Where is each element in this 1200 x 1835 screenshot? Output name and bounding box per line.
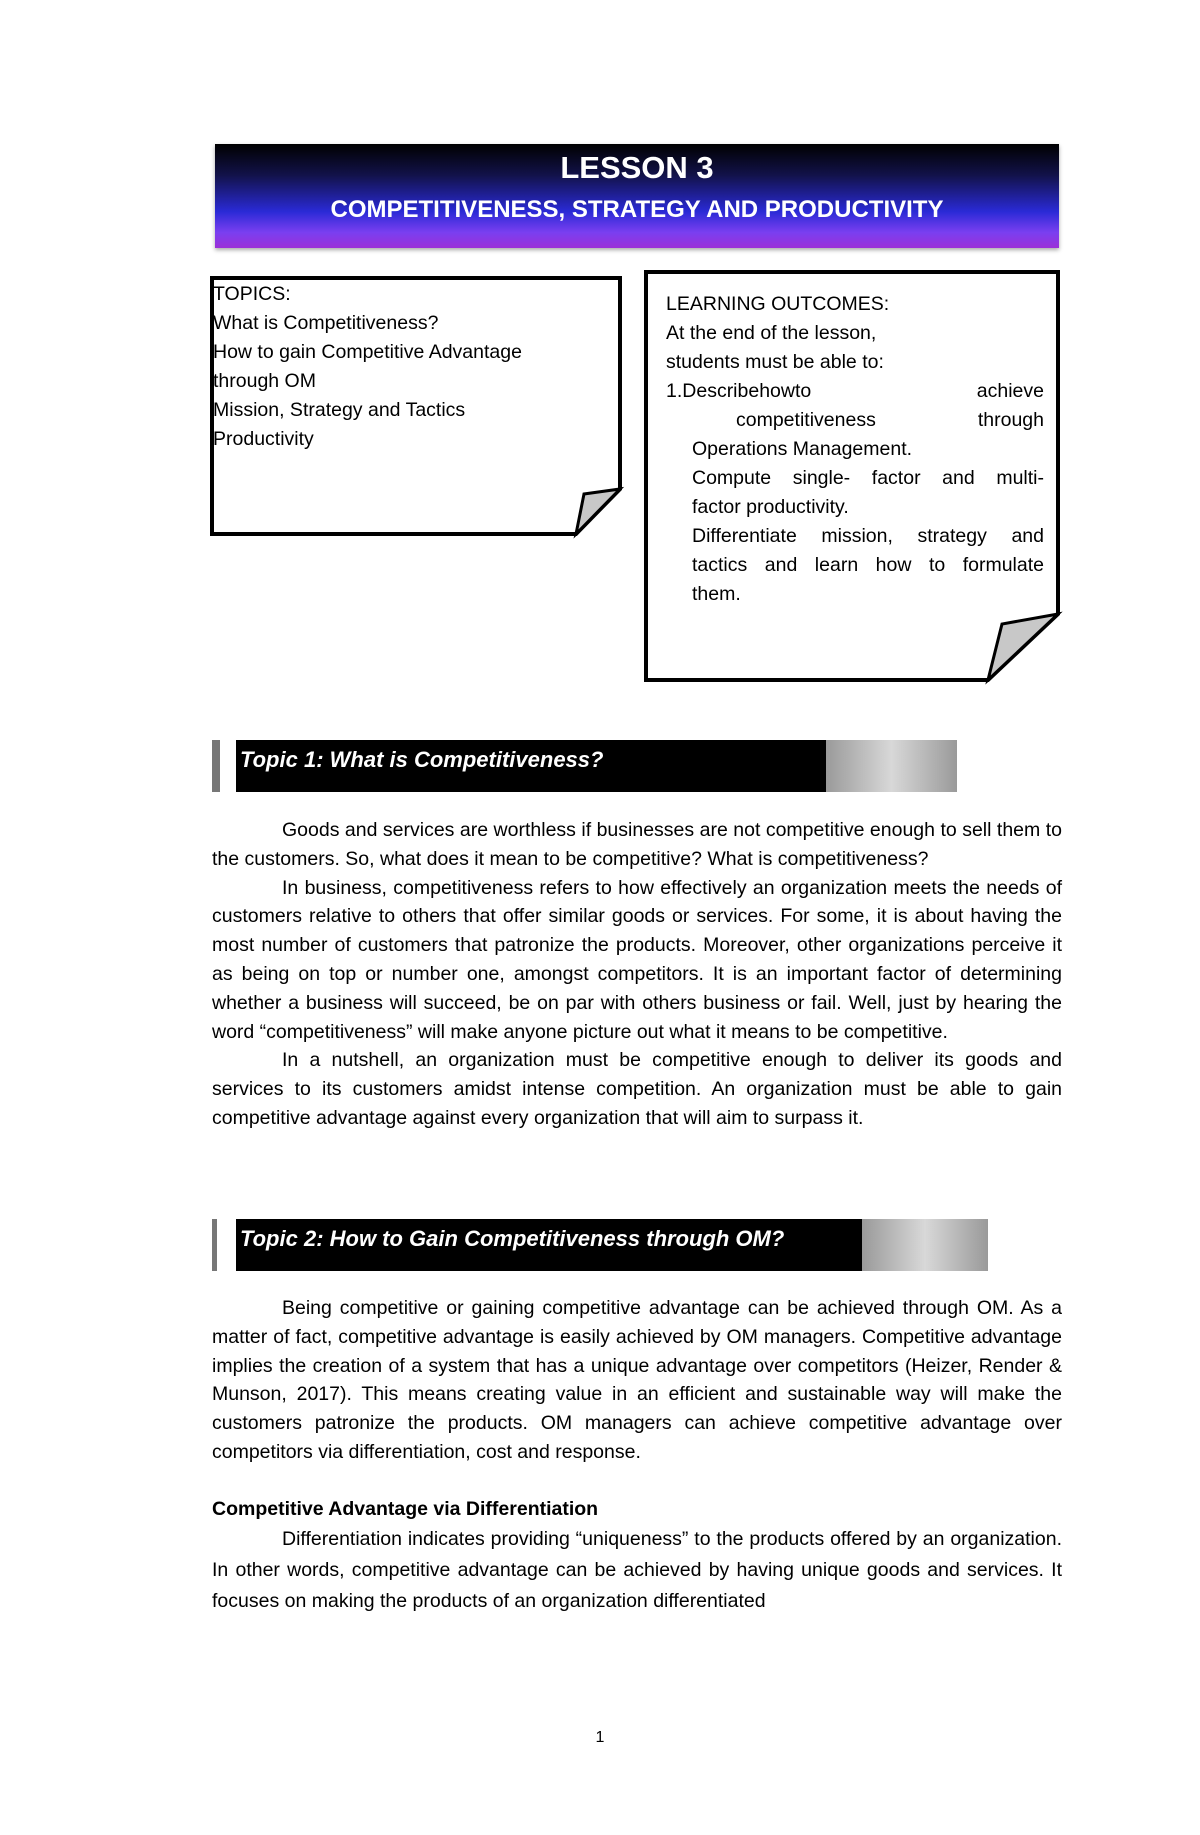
lesson-banner: [215, 144, 1059, 248]
lesson-subtitle: COMPETITIVENESS, STRATEGY AND PRODUCTIVITY: [330, 196, 944, 223]
outcome-item-2: Compute single- factor and multi-: [692, 467, 1044, 489]
topics-item: Productivity: [213, 428, 314, 450]
outcomes-intro: students must be able to:: [666, 351, 884, 373]
outcome-text: them.: [692, 583, 741, 605]
paragraph: Differentiation indicates providing “uniqueness” to the products offered by an organization. In other words, competitive advantage can be achieved by having unique goods and services. It focuses on making the products of an organization differentiated: [212, 1527, 1062, 1612]
paragraph: Being competitive or gaining competitive advantage can be achieved through OM. As a matter of fact, competitive advantage is easily achieved by OM managers. Competitive advantage implies the creation of a system that has a unique advantage over competitors (Heizer, Render & Munson, 2017). This means creating value in an efficient and sustainable way will make the customers patronize the products. OM managers can achieve competitive advantage over competitors via differentiation, cost and response.: [212, 1297, 1062, 1463]
topic1-header: [212, 740, 957, 792]
outcome-item-1-cont: [666, 406, 1044, 435]
topics-box: [213, 280, 613, 454]
outcome-text: competitiveness: [736, 409, 876, 431]
page-number: 1: [595, 1729, 605, 1746]
outcome-text: factor productivity.: [692, 496, 849, 518]
outcome-text: 1.Describehowto: [666, 380, 812, 402]
outcome-item-1: [666, 377, 1044, 406]
outcome-text: tactics and learn how to formulate: [692, 554, 1044, 576]
topic2-title: Topic 2: How to Gain Competitiveness through OM?: [236, 1219, 862, 1271]
outcome-item-3: Differentiate mission, strategy and: [692, 525, 1044, 547]
outcome-text: Operations Management.: [692, 438, 913, 460]
paragraph: In business, competitiveness refers to how effectively an organization meets the needs of customers relative to others that offer similar goods or services. For some, it is about having the most number of customers that patronize the products. Moreover, other organizations perceive it as being on top or number one, amongst competitors. It is an important factor of determining whether a business will succeed, be on par with others business or fail. Well, just by hearing the word “competitiveness” will make anyone picture out what it means to be competitive.: [212, 876, 1062, 1043]
topics-item: How to gain Competitive Advantage: [213, 341, 522, 363]
topics-item: through OM: [213, 370, 316, 392]
outcome-text: achieve: [976, 380, 1044, 402]
subheading: Competitive Advantage via Differentiation: [212, 1497, 599, 1520]
topic2-header: [212, 1219, 988, 1271]
outcomes-box: [666, 290, 1044, 609]
topics-item: Mission, Strategy and Tactics: [213, 399, 466, 421]
topic1-title: Topic 1: What is Competitiveness?: [236, 740, 826, 792]
lesson-title: LESSON 3: [560, 150, 714, 185]
outcome-text: through: [977, 409, 1044, 431]
outcomes-heading: LEARNING OUTCOMES:: [666, 293, 890, 315]
paragraph: In a nutshell, an organization must be competitive enough to deliver its goods and services to its customers amidst intense competition. An organization must be able to gain competitive advantage against every organization that will aim to surpass it.: [212, 1049, 1062, 1129]
topics-heading: TOPICS:: [213, 283, 291, 305]
topic2-body: [212, 1294, 1062, 1617]
paragraph: Goods and services are worthless if businesses are not competitive enough to sell them to the customers. So, what does it mean to be competitive? What is competitiveness?: [212, 819, 1062, 870]
topic1-body: [212, 816, 1062, 1133]
outcomes-intro: At the end of the lesson,: [666, 322, 877, 344]
topics-item: What is Competitiveness?: [213, 312, 439, 334]
